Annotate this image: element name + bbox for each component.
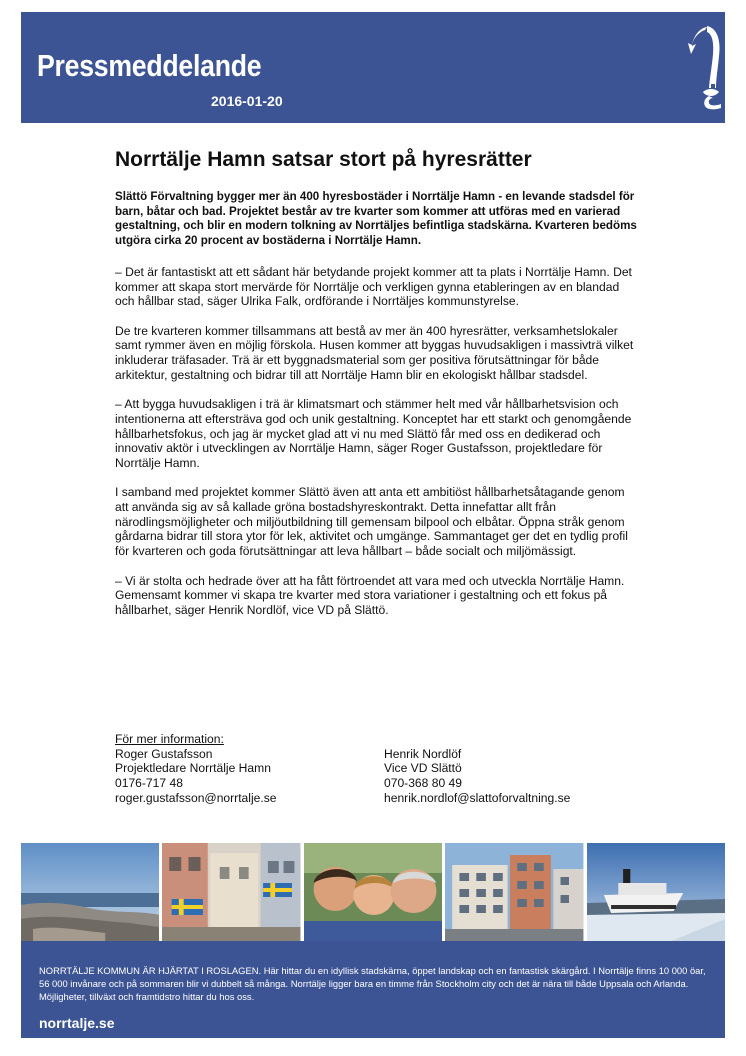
municipality-logo — [683, 22, 723, 114]
municipality-footer — [21, 941, 725, 1038]
contact-section — [115, 732, 637, 805]
coast-rocks-photo — [21, 843, 159, 941]
contact-phone: 0176-717 48 — [115, 776, 183, 791]
contact-heading: För mer information: — [115, 732, 224, 746]
contact-name: Roger Gustafsson — [115, 746, 213, 761]
steamboat-harbor-photo — [587, 843, 725, 941]
contact-email[interactable]: roger.gustafsson@norrtalje.se — [115, 790, 277, 805]
contact-left — [115, 747, 277, 806]
photo-strip — [21, 843, 725, 941]
street-flags-photo — [162, 843, 300, 941]
article-lead: Slättö Förvaltning bygger mer än 400 hyresbostäder i Norrtälje Hamn - en levande stadsdel för barn, båtar och bad. Projektet består av tre kvarter som kommer att utföras med en varierad gestaltning, och blir en modern tolkning av Norrtäljes befintliga stadskärna. Kvarteren bedöms utgöra cirka 20 procent av bostäderna i Norrtälje Hamn. — [115, 190, 637, 248]
website-link[interactable]: norrtalje.se — [39, 1015, 115, 1031]
footer-text-bold: NORRTÄLJE KOMMUN ÄR HJÄRTAT I ROSLAGEN. — [39, 965, 262, 976]
press-release-body — [115, 146, 637, 632]
article-paragraph: – Vi är stolta och hedrade över att ha fått förtroendet att vara med och utveckla Norrtälje Hamn. Gemensamt kommer vi skapa tre kvarter med stora variationer i gestaltning och ett fokus på hållbarhet, säger Henrik Nordlöf, vice VD på Slättö. — [115, 573, 625, 617]
footer-text-body: Här hittar du en idyllisk stadskärna, öppet landskap och en fantastisk skärgård. I Norrtälje finns 10 000 öar, 56 000 invånare och på sommaren blir vi dubbelt så många. Norrtälje ligger bara en timme från Stockholm city och det är nära till både Uppsala och Arlanda. Möjligheter, tillväxt och framtidstro hittar du hos oss. — [39, 965, 706, 1002]
contact-right — [384, 747, 570, 806]
contact-role: Projektledare Norrtälje Hamn — [115, 761, 271, 776]
contact-phone: 070-368 80 49 — [384, 776, 463, 791]
article-headline: Norrtälje Hamn satsar stort på hyresrätter — [115, 148, 532, 171]
contact-name: Henrik Nordlöf — [384, 746, 462, 761]
contact-email[interactable]: henrik.nordlof@slattoforvaltning.se — [384, 790, 571, 805]
release-date: 2016-01-20 — [211, 93, 283, 109]
footer-text — [39, 964, 711, 1003]
press-header — [21, 12, 725, 123]
article-paragraph: – Det är fantastiskt att ett sådant här betydande projekt kommer att ta plats i Norrtälje Hamn. Det kommer att skapa stort mervärde för Norrtälje och verkligen gynna etableringen av en blandad och hållbar stad, säger Ulrika Falk, ordförande i Norrtäljes kommunstyrelse. — [115, 264, 632, 309]
apartment-buildings-photo — [445, 843, 583, 941]
page-title: Pressmeddelande — [37, 48, 262, 83]
family-portrait-photo — [304, 843, 442, 941]
article-paragraph: De tre kvarteren kommer tillsammans att bestå av mer än 400 hyresrätter, verksamhetslokaler samt rymmer även en möjlig förskola. Husen kommer att byggas huvudsakligen i massivträ vilket inkluderar träfasader. Trä är ett byggnadsmaterial som ger positiva förutsättningar för både arkitektur, gestaltning och bidrar till att Norrtälje Hamn blir en ekologiskt hållbar stadsdel. — [115, 323, 634, 382]
article-paragraph: I samband med projektet kommer Slättö även att anta ett ambitiöst hållbarhetsåtagande genom att använda sig av så kallade gröna bostadshyreskontrakt. Detta innefattar allt från närodlingsmöjligheter och miljöutbildning till gemensam bilpool och elbåtar. Öppna stråk genom gårdarna bidrar till stora ytor för lek, aktivitet och umgänge. Sammantaget ger det en tydlig profil för kvarteren och goda förutsättningar att leva hållbart – både socialt och miljömässigt. — [115, 485, 628, 559]
contact-role: Vice VD Slättö — [384, 761, 462, 776]
article-paragraph: – Att bygga huvudsakligen i trä är klimatsmart och stämmer helt med vår hållbarhetsvision och intentionerna att eftersträva god och unik gestaltning. Konceptet har ett starkt och genomgående hållbarhetsfokus, och jag är mycket glad att vi nu med Slättö får med oss en dedikerad och innovativ aktör i utvecklingen av Norrtälje Hamn, säger Roger Gustafsson, projektledare för Norrtälje Hamn. — [115, 397, 632, 470]
